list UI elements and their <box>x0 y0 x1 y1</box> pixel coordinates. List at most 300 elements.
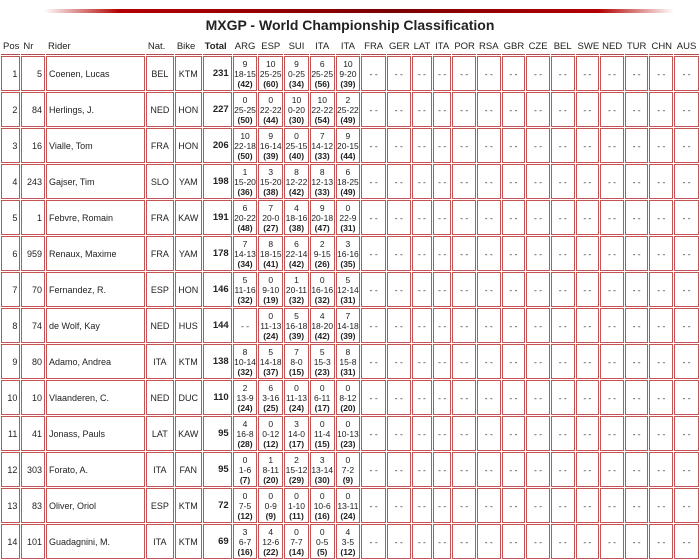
gp-bonus: 4 <box>242 418 248 429</box>
gp-empty-cell: - - <box>502 380 526 415</box>
gp-result-cell <box>258 524 283 559</box>
gp-bonus: 0 <box>242 490 248 501</box>
gp-empty-cell: - - <box>649 236 673 271</box>
page-title: MXGP - World Championship Classification <box>205 17 495 33</box>
rider-nationality: ESP <box>146 272 174 307</box>
rider-bike: KTM <box>175 524 202 559</box>
gp-total-points: (22) <box>263 546 279 557</box>
gp-total-points: (44) <box>340 150 356 161</box>
gp-total-points: (41) <box>263 258 279 269</box>
gp-race-points: 18-16 <box>285 212 308 223</box>
gp-empty-cell: - - <box>387 128 411 163</box>
gp-race-points: 9-15 <box>313 248 331 259</box>
rider-name: Vialle, Tom <box>46 128 145 163</box>
header-gp: LAT <box>412 38 432 55</box>
gp-total-points: (42) <box>288 186 305 197</box>
gp-bonus: 6 <box>242 202 248 213</box>
gp-empty-cell: - - <box>452 344 476 379</box>
header-gp: ITA <box>433 38 451 55</box>
gp-empty-cell: - - <box>674 128 699 163</box>
rider-position: 1 <box>1 56 20 91</box>
gp-empty-cell: - - <box>361 452 386 487</box>
gp-result-cell <box>258 200 283 235</box>
gp-result-cell <box>310 164 335 199</box>
gp-bonus: 7 <box>319 130 325 141</box>
gp-empty-cell: - - <box>551 200 575 235</box>
gp-total-points: (16) <box>237 546 253 557</box>
gp-empty-cell: - - <box>452 56 476 91</box>
gp-result-cell <box>336 380 361 415</box>
gp-race-points: 15-3 <box>313 356 331 367</box>
gp-bonus: 2 <box>345 94 351 105</box>
gp-empty-cell: - - <box>625 416 649 451</box>
gp-result-cell <box>233 56 258 91</box>
gp-empty-cell: - - <box>412 344 432 379</box>
gp-empty-cell: - - <box>477 272 501 307</box>
gp-total-points: (48) <box>237 222 253 233</box>
gp-total-points: (30) <box>314 474 330 485</box>
gp-empty-cell: - - <box>576 380 600 415</box>
header-gp: GER <box>387 38 411 55</box>
header-pos: Pos <box>1 38 20 55</box>
gp-empty-cell: - - <box>502 56 526 91</box>
gp-empty-cell: - - <box>551 344 575 379</box>
gp-result-cell <box>310 272 335 307</box>
gp-empty-cell: - - <box>576 164 600 199</box>
header-gp: RSA <box>477 38 501 55</box>
header-gp: AUS <box>674 38 699 55</box>
gp-total-points: (26) <box>314 258 330 269</box>
rider-number: 83 <box>21 488 45 523</box>
gp-total-points: (20) <box>263 474 279 485</box>
gp-total-points: (12) <box>237 510 253 521</box>
gp-race-points: 6-11 <box>314 392 331 403</box>
gp-bonus: 6 <box>268 382 274 393</box>
rider-name: Jonass, Pauls <box>46 416 145 451</box>
gp-total-points: (9) <box>342 474 354 485</box>
rider-name: Forato, A. <box>46 452 145 487</box>
gp-result-cell <box>336 272 361 307</box>
gp-race-points: 3-16 <box>262 392 280 403</box>
gp-empty-cell: - - <box>600 128 624 163</box>
header-red-rule <box>44 9 674 13</box>
gp-total-points: (17) <box>314 402 330 413</box>
gp-total-points: (44) <box>263 114 279 125</box>
gp-bonus: 5 <box>268 346 274 357</box>
gp-race-points: 6-7 <box>238 536 252 547</box>
gp-result-cell <box>233 344 258 379</box>
rider-name: Herlings, J. <box>46 92 145 127</box>
gp-empty-cell: - - <box>649 308 673 343</box>
gp-result-cell <box>258 272 283 307</box>
gp-empty-cell: - - <box>361 128 386 163</box>
rider-name: Vlaanderen, C. <box>46 380 145 415</box>
gp-race-points: 22-14 <box>285 248 308 259</box>
gp-bonus: 5 <box>294 310 299 321</box>
gp-result-cell <box>258 236 283 271</box>
rider-position: 7 <box>1 272 20 307</box>
gp-race-points: 15-20 <box>259 176 282 187</box>
gp-empty-cell: - - <box>452 416 476 451</box>
rider-total-points: 144 <box>203 308 232 343</box>
rider-total-points: 110 <box>203 380 232 415</box>
gp-result-cell <box>284 236 309 271</box>
rider-position: 10 <box>1 380 20 415</box>
gp-empty-cell: - - <box>674 236 699 271</box>
gp-empty-cell: - - <box>600 524 624 559</box>
gp-empty-cell: - - <box>387 308 411 343</box>
gp-empty-cell: - - <box>600 488 624 523</box>
header-rider: Rider <box>46 38 145 55</box>
rider-number: 1 <box>21 200 45 235</box>
gp-empty-cell: - - <box>600 380 624 415</box>
gp-bonus: 9 <box>345 130 351 141</box>
gp-empty-cell: - - <box>600 344 624 379</box>
rider-number: 80 <box>21 344 45 379</box>
gp-empty-cell: - - <box>433 344 451 379</box>
gp-empty-cell: - - <box>649 56 673 91</box>
gp-result-cell <box>284 416 309 451</box>
rider-nationality: ITA <box>146 524 174 559</box>
gp-empty-cell: - - <box>412 128 432 163</box>
table-row <box>1 416 699 451</box>
gp-empty-cell: - - <box>674 56 699 91</box>
rider-total-points: 72 <box>203 488 232 523</box>
gp-race-points: 10-13 <box>337 428 359 439</box>
gp-empty-cell: - - <box>551 452 575 487</box>
gp-empty-cell: - - <box>502 524 526 559</box>
table-row <box>1 344 699 379</box>
rider-total-points: 95 <box>203 416 232 451</box>
gp-total-points: (37) <box>263 366 279 377</box>
gp-total-points: (49) <box>340 186 356 197</box>
gp-race-points: 7-5 <box>238 500 252 511</box>
gp-empty-cell: - - <box>433 272 451 307</box>
header-gp: ARG <box>233 38 258 55</box>
gp-bonus: 0 <box>319 526 325 537</box>
gp-race-points: 12-6 <box>262 536 280 547</box>
gp-empty-cell: - - <box>502 164 526 199</box>
gp-result-cell <box>310 344 335 379</box>
gp-empty-cell: - - <box>674 164 699 199</box>
gp-race-points: 12-13 <box>311 176 334 187</box>
gp-total-points: (34) <box>237 258 253 269</box>
gp-bonus: 8 <box>319 166 325 177</box>
gp-empty-cell: - - <box>452 128 476 163</box>
gp-total-points: (38) <box>288 222 305 233</box>
gp-empty-cell: - - <box>576 128 600 163</box>
gp-empty-cell: - - <box>526 56 550 91</box>
gp-empty-cell: - - <box>526 416 550 451</box>
rider-position: 3 <box>1 128 20 163</box>
gp-result-cell <box>336 236 361 271</box>
gp-empty-cell: - - <box>649 380 673 415</box>
gp-race-points: 16-16 <box>311 284 334 295</box>
gp-result-cell <box>336 524 361 559</box>
gp-race-points: 8-12 <box>339 392 357 403</box>
gp-empty-cell: - - <box>387 344 411 379</box>
gp-bonus: 0 <box>268 274 274 285</box>
gp-empty-cell: - - <box>387 416 411 451</box>
gp-empty-cell: - - <box>649 524 673 559</box>
gp-result-cell <box>336 308 361 343</box>
gp-total-points: (39) <box>263 150 279 161</box>
rider-name: Febvre, Romain <box>46 200 145 235</box>
header-gp: GBR <box>502 38 526 55</box>
gp-empty-cell: - - <box>502 128 526 163</box>
header-gp: SUI <box>284 38 309 55</box>
classification-table <box>0 37 700 560</box>
gp-bonus: 6 <box>319 58 325 69</box>
gp-empty-cell: - - <box>526 92 550 127</box>
gp-empty-cell: - - <box>526 272 550 307</box>
gp-empty-cell: - - <box>600 308 624 343</box>
gp-bonus: 7 <box>294 346 299 357</box>
rider-bike: KAW <box>175 200 202 235</box>
gp-empty-cell: - - <box>674 272 699 307</box>
gp-bonus: 0 <box>319 274 325 285</box>
rider-name: Fernandez, R. <box>46 272 145 307</box>
gp-empty-cell: - - <box>576 236 600 271</box>
gp-total-points: (25) <box>263 402 279 413</box>
table-row <box>1 92 699 127</box>
gp-empty-cell: - - <box>674 92 699 127</box>
gp-empty-cell: - - <box>477 308 501 343</box>
gp-empty-cell: - - <box>674 524 699 559</box>
gp-empty-cell: - - <box>674 416 699 451</box>
gp-bonus: 0 <box>345 382 351 393</box>
gp-result-cell <box>233 308 258 343</box>
gp-empty-cell: - - <box>433 200 451 235</box>
header-nr: Nr <box>21 38 45 55</box>
gp-result-cell <box>258 92 283 127</box>
gp-total-points: (54) <box>314 114 330 125</box>
gp-race-points: 0-25 <box>287 68 305 79</box>
gp-empty-cell: - - <box>576 272 600 307</box>
header-gp: ESP <box>258 38 283 55</box>
rider-bike: KTM <box>175 488 202 523</box>
gp-result-cell <box>284 380 309 415</box>
gp-empty-cell: - - <box>502 236 526 271</box>
gp-empty-cell: - - <box>649 416 673 451</box>
gp-empty-cell: - - <box>412 452 432 487</box>
gp-race-points: 22-22 <box>311 104 334 115</box>
rider-bike: HON <box>175 128 202 163</box>
rider-number: 74 <box>21 308 45 343</box>
gp-empty-cell: - - <box>551 236 575 271</box>
gp-total-points: (50) <box>237 150 253 161</box>
gp-bonus: 0 <box>268 418 274 429</box>
gp-bonus: 3 <box>345 238 351 249</box>
gp-result-cell <box>336 92 361 127</box>
gp-bonus: 3 <box>294 418 299 429</box>
rider-nationality: BEL <box>146 56 174 91</box>
gp-bonus: 5 <box>319 346 325 357</box>
rider-total-points: 206 <box>203 128 232 163</box>
gp-race-points: 16-18 <box>285 320 308 331</box>
rider-total-points: 178 <box>203 236 232 271</box>
gp-race-points: 20-11 <box>285 284 308 295</box>
rider-position: 9 <box>1 344 20 379</box>
gp-empty-cell: - - <box>576 308 600 343</box>
gp-result-cell <box>336 128 361 163</box>
rider-number: 16 <box>21 128 45 163</box>
gp-empty-cell: - - <box>361 344 386 379</box>
gp-empty-cell: - - <box>387 272 411 307</box>
header-bike: Bike <box>175 38 202 55</box>
gp-bonus: 4 <box>345 526 351 537</box>
gp-empty-cell: - - <box>412 416 432 451</box>
rider-bike: HON <box>175 272 202 307</box>
gp-race-points: 0-12 <box>262 428 280 439</box>
gp-result-cell <box>310 56 335 91</box>
gp-bonus: 0 <box>294 526 299 537</box>
gp-empty-cell: - - <box>551 56 575 91</box>
gp-empty-cell: - - <box>649 164 673 199</box>
gp-result-cell <box>233 200 258 235</box>
rider-bike: KTM <box>175 56 202 91</box>
gp-empty-cell: - - <box>551 308 575 343</box>
gp-total-points: (42) <box>288 258 305 269</box>
gp-result-cell <box>258 308 283 343</box>
gp-bonus: 8 <box>242 346 248 357</box>
rider-number: 10 <box>21 380 45 415</box>
gp-empty-cell: - - <box>526 164 550 199</box>
gp-result-cell <box>284 128 309 163</box>
gp-empty-cell: - - <box>361 164 386 199</box>
gp-bonus: 3 <box>319 454 325 465</box>
gp-result-cell <box>284 164 309 199</box>
gp-result-cell <box>258 416 283 451</box>
rider-position: 4 <box>1 164 20 199</box>
rider-number: 959 <box>21 236 45 271</box>
gp-bonus: 0 <box>242 94 248 105</box>
gp-empty-cell: - - <box>387 380 411 415</box>
gp-empty-cell: - - <box>551 128 575 163</box>
gp-empty-cell: - - <box>412 200 432 235</box>
gp-race-points: 16-16 <box>337 248 359 259</box>
gp-bonus: 0 <box>345 454 351 465</box>
gp-race-points: 13-11 <box>337 500 359 511</box>
gp-empty-cell: - - <box>649 272 673 307</box>
rider-total-points: 191 <box>203 200 232 235</box>
gp-empty-cell: - - <box>674 200 699 235</box>
gp-result-cell <box>284 308 309 343</box>
table-body <box>1 56 699 559</box>
gp-empty-cell: - - <box>433 164 451 199</box>
rider-name: Oliver, Oriol <box>46 488 145 523</box>
gp-total-points: (39) <box>288 330 305 341</box>
gp-empty-cell: - - <box>502 452 526 487</box>
gp-race-points: 18-20 <box>311 320 334 331</box>
gp-empty-cell: - - <box>387 164 411 199</box>
gp-result-cell <box>336 164 361 199</box>
gp-total-points: (15) <box>288 366 305 377</box>
gp-empty-cell: - - <box>412 56 432 91</box>
header-nat: Nat. <box>146 38 174 55</box>
gp-result-cell <box>258 488 283 523</box>
gp-total-points: (24) <box>340 510 356 521</box>
gp-race-points: 22-9 <box>339 212 357 223</box>
gp-bonus: 7 <box>242 238 248 249</box>
gp-result-cell <box>233 380 258 415</box>
gp-empty-cell: - - <box>412 236 432 271</box>
gp-bonus: 6 <box>294 238 299 249</box>
gp-race-points: 3-5 <box>341 536 355 547</box>
header-gp: TUR <box>625 38 649 55</box>
rider-nationality: LAT <box>146 416 174 451</box>
gp-result-cell <box>336 200 361 235</box>
rider-nationality: ITA <box>146 344 174 379</box>
gp-empty-cell: - - <box>433 92 451 127</box>
gp-empty-cell: - - <box>625 164 649 199</box>
gp-result-cell <box>310 92 335 127</box>
gp-bonus: 0 <box>319 490 325 501</box>
gp-result-cell <box>336 56 361 91</box>
gp-bonus: 0 <box>294 382 299 393</box>
gp-bonus: 5 <box>345 274 351 285</box>
gp-total-points: (39) <box>340 330 356 341</box>
gp-empty-cell: - - <box>477 380 501 415</box>
rider-total-points: 198 <box>203 164 232 199</box>
gp-empty-cell: - - <box>452 92 476 127</box>
gp-result-cell <box>310 200 335 235</box>
gp-result-cell <box>336 488 361 523</box>
gp-empty-cell: - - <box>551 164 575 199</box>
gp-result-cell <box>233 236 258 271</box>
gp-bonus: 0 <box>345 490 351 501</box>
gp-empty-cell: - - <box>452 272 476 307</box>
gp-empty-cell: - - <box>452 200 476 235</box>
gp-empty-cell: - - <box>387 452 411 487</box>
gp-total-points: (17) <box>288 438 305 449</box>
gp-result-cell <box>258 380 283 415</box>
gp-empty-cell: - - <box>433 524 451 559</box>
gp-bonus: 0 <box>242 454 248 465</box>
rider-name: Adamo, Andrea <box>46 344 145 379</box>
gp-total-points: (39) <box>340 78 356 89</box>
gp-empty-cell: - - <box>526 452 550 487</box>
gp-bonus: 0 <box>268 310 274 321</box>
rider-position: 13 <box>1 488 20 523</box>
rider-total-points: 95 <box>203 452 232 487</box>
rider-bike: DUC <box>175 380 202 415</box>
gp-empty-cell: - - <box>433 236 451 271</box>
gp-total-points: (33) <box>314 150 330 161</box>
gp-empty-cell: - - <box>387 56 411 91</box>
gp-empty-cell: - - <box>477 92 501 127</box>
rider-bike: FAN <box>175 452 202 487</box>
gp-bonus: 0 <box>294 130 299 141</box>
gp-result-cell <box>284 56 309 91</box>
rider-nationality: NED <box>146 308 174 343</box>
rider-number: 70 <box>21 272 45 307</box>
gp-result-cell <box>310 452 335 487</box>
gp-empty-cell: - - <box>477 416 501 451</box>
header-gp: ITA <box>310 38 335 55</box>
gp-empty-cell: - - <box>649 128 673 163</box>
gp-empty-cell: - - <box>625 524 649 559</box>
gp-bonus: 1 <box>242 166 248 177</box>
gp-empty-cell: - - <box>433 128 451 163</box>
rider-nationality: SLO <box>146 164 174 199</box>
gp-empty-cell: - - <box>452 452 476 487</box>
gp-race-points: 0-9 <box>264 500 277 511</box>
gp-result-cell <box>233 92 258 127</box>
gp-empty-cell: - - <box>674 488 699 523</box>
gp-total-points: (32) <box>237 366 253 377</box>
rider-number: 84 <box>21 92 45 127</box>
